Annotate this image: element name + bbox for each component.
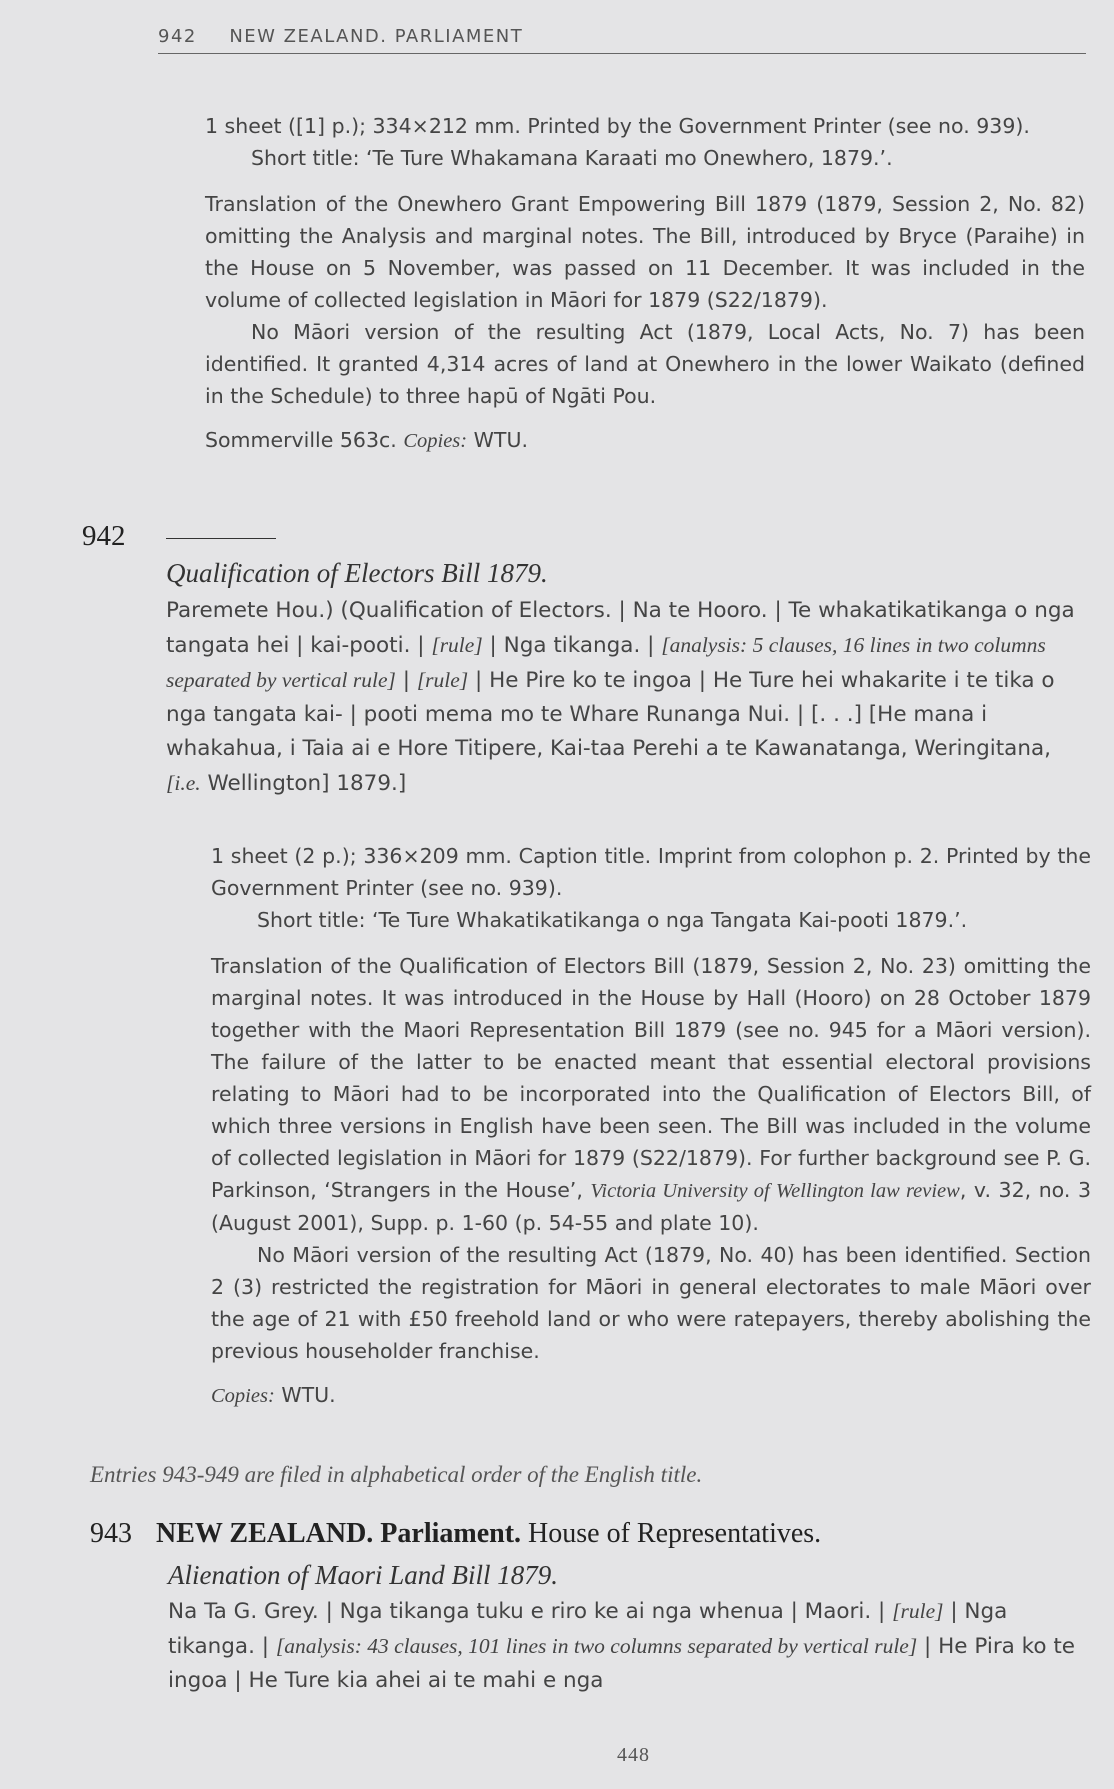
entry941-note-1: Translation of the Onewhero Grant Empowering Bill 1879 (1879, Session 2, No. 82) omitting the Analysis and marginal notes. The Bill, introduced by Bryce (Paraihe) in the House on 5 November, was passed on 11 December. It was included in the volume of collected legislation in Māori for 1879 (S22/1879). xyxy=(205,192,1085,312)
italic-segment: [rule] xyxy=(431,633,483,657)
entry943-heading-rest: House of Representatives. xyxy=(521,1518,822,1549)
entry942-heading-dash xyxy=(166,538,276,539)
entry942-note-1: Translation of the Qualification of Electors Bill (1879, Session 2, No. 23) omitting the marginal notes. It was introduced in the House by Hall (Hooro) on 28 October 1879 together with the Maori Representation Bill 1879 (see no. 945 for a Māori version). The failure of the latter to be enacted meant that essential electoral provisions relating to Māori had to be incorporated into the Qualification of Electors Bill, of which three versions in English have been seen. The Bill was included in the volume of collected legislation in Māori for 1879 (S22/1879). For further background see P. G. Parkinson, ‘Strangers in the House’, Victoria University of Wellington law review, v. 32, no. 3 (August 2001), Supp. p. 1-60 (p. 54-55 and plate 10). xyxy=(211,954,1091,1235)
entry943-title: Alienation of Maori Land Bill 1879. xyxy=(168,1560,558,1590)
entry941-references: Sommerville 563c. Copies: WTU. xyxy=(205,428,528,452)
text-segment: | Nga tikanga. | xyxy=(168,1599,1008,1659)
entry942-title: Qualification of Electors Bill 1879. xyxy=(166,558,548,588)
italic-segment: [rule] xyxy=(416,668,469,692)
entry942-short-title: Short title: ‘Te Ture Whakatikatikanga o nga Tangata Kai-pooti 1879.’. xyxy=(257,908,968,932)
entry943-heading xyxy=(90,1518,1090,1550)
journal-title: Victoria University of Wellington law review xyxy=(590,1180,960,1202)
entry941-tail xyxy=(205,110,1085,457)
copies-label: Copies: xyxy=(211,1385,275,1407)
entry942-description xyxy=(211,840,1091,1412)
italic-segment: [i.e. xyxy=(166,771,201,795)
running-head xyxy=(158,26,1086,54)
italic-segment: [analysis: 5 clauses, 16 lines in two columns separated by vertical rule] xyxy=(166,633,1046,692)
text-segment: | Nga tikanga. | xyxy=(482,633,662,658)
copies-label: Copies: xyxy=(403,430,468,452)
entry943-transcription xyxy=(168,1594,1088,1698)
text-segment: | He Pira ko te ingoa | He Ture kia ahei ai te mahi e nga xyxy=(168,1634,1076,1693)
entry942-transcription xyxy=(166,594,1086,801)
entry942-collation: 1 sheet (2 p.); 336×209 mm. Caption title. Imprint from colophon p. 2. Printed by the Government Printer (see no. 939). xyxy=(211,844,1091,900)
entry942-number: 942 xyxy=(82,520,126,552)
text-segment: | He Pire ko te ingoa | He Ture hei whakarite i te tika o nga tangata kai- | pooti mema mo te Whare Runanga Nui. | [. . .] [He mana i whakahua, i Taia ai e Hore Titipere, Kai-taa Perehi a te Kawanatanga, Weringitana, xyxy=(166,668,1055,761)
text-segment: Wellington] 1879.] xyxy=(200,771,407,796)
entry941-collation: 1 sheet ([1] p.); 334×212 mm. Printed by the Government Printer (see no. 939). xyxy=(205,114,1030,138)
text-segment: | xyxy=(395,668,417,693)
text-segment: Paremete Hou.) (Qualification of Electors. | Na te Hooro. | Te whakatikatikanga o nga tangata hei | kai-pooti. | xyxy=(166,598,1075,658)
italic-segment: [analysis: 43 clauses, 101 lines in two columns separated by vertical rule] xyxy=(275,1634,918,1658)
text-segment: Na Ta G. Grey. | Nga tikanga tuku e riro ke ai nga whenua | Maori. | xyxy=(168,1599,893,1624)
entry942-copies: Copies: WTU. xyxy=(211,1383,336,1407)
header-page-number: 942 xyxy=(158,26,197,47)
page-folio: 448 xyxy=(617,1744,650,1766)
italic-segment: [rule] xyxy=(892,1599,944,1623)
entry943-number: 943 xyxy=(90,1518,132,1549)
entry942-note-2: No Māori version of the resulting Act (1879, No. 40) has been identified. Section 2 (3) restricted the registration for Māori in general electorates to male Māori over the age of 21 with £50 freehold land or who were ratepayers, thereby abolishing the previous householder franchise. xyxy=(211,1243,1091,1363)
entry943-heading-bold: NEW ZEALAND. Parliament. xyxy=(156,1518,522,1549)
entry941-note-2: No Māori version of the resulting Act (1879, Local Acts, No. 7) has been identified. It granted 4,314 acres of land at Onewhero in the lower Waikato (defined in the Schedule) to three hapū of Ngāti Pou. xyxy=(205,320,1085,408)
header-running-title: NEW ZEALAND. PARLIAMENT xyxy=(229,26,524,47)
filing-note: Entries 943-949 are filed in alphabetical order of the English title. xyxy=(90,1462,703,1487)
entry941-short-title: Short title: ‘Te Ture Whakamana Karaati mo Onewhero, 1879.’. xyxy=(251,146,893,170)
